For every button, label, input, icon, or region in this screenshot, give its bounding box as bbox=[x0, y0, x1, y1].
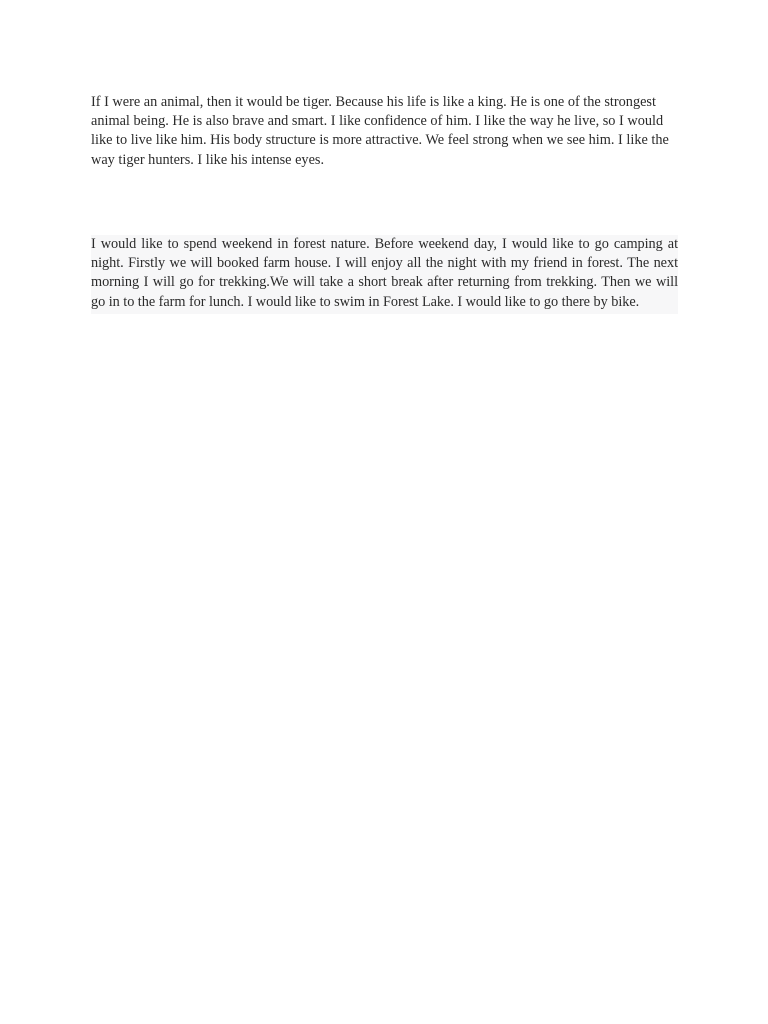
paragraph-weekend: I would like to spend weekend in forest nature. Before weekend day, I would like to go camping at night. Firstly we will booked farm house. I will enjoy all the night with my friend in forest. The next morning I will go for trekking.We will take a short break after returning from trekking. Then we will go in to the farm for lunch. I would like to swim in Forest Lake. I would like to go there by bike. bbox=[91, 235, 678, 314]
paragraph-tiger: If I were an animal, then it would be tiger. Because his life is like a king. He is one of the strongest animal being. He is also brave and smart. I like confidence of him. I like the way he live, so I would like to live like him. His body structure is more attractive. We feel strong when we see him. I like the way tiger hunters. I like his intense eyes. bbox=[91, 94, 669, 168]
